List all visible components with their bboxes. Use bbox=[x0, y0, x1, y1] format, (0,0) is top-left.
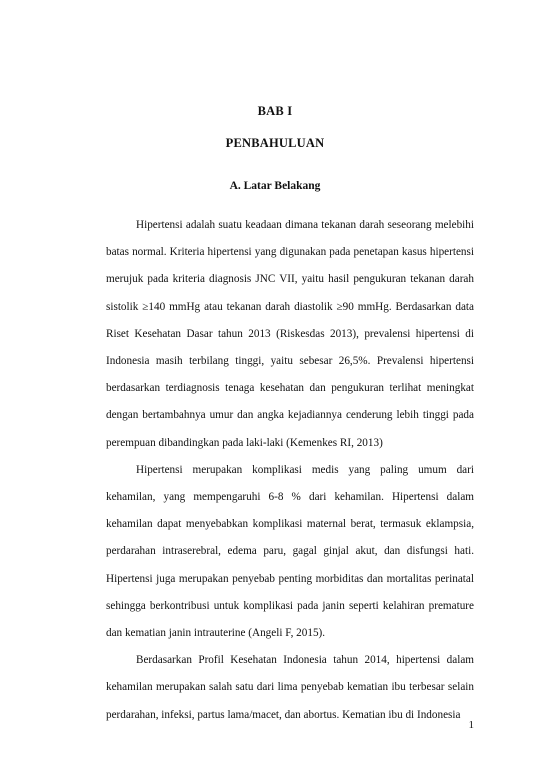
body-text bbox=[106, 212, 474, 729]
paragraph: Hipertensi adalah suatu keadaan dimana tekanan darah seseorang melebihi batas normal. Kriteria hipertensi yang digunakan pada penetapan kasus hipertensi merujuk pada kriteria diagnosis JNC VII, yaitu hasil pengukuran tekanan darah sistolik ≥140 mmHg atau tekanan darah diastolik ≥90 mmHg. Berdasarkan data Riset Kesehatan Dasar tahun 2013 (Riskesdas 2013), prevalensi hipertensi di Indonesia masih terbilang tinggi, yaitu sebesar 26,5%. Prevalensi hipertensi berdasarkan terdiagnosis tenaga kesehatan dan pengukuran terlihat meningkat dengan bertambahnya umur dan angka kejadiannya cenderung lebih tinggi pada perempuan dibandingkan pada laki-laki (Kemenkes RI, 2013) bbox=[106, 219, 474, 449]
chapter-number: BAB I bbox=[257, 104, 293, 118]
section-heading: A. Latar Belakang bbox=[229, 180, 321, 192]
chapter-title: PENBAHULUAN bbox=[225, 136, 325, 150]
paragraph: Berdasarkan Profil Kesehatan Indonesia tahun 2014, hipertensi dalam kehamilan merupakan salah satu dari lima penyebab kematian ibu terbesar selain perdarahan, infeksi, partus lama/macet, dan abortus. Kematian ibu di Indonesia bbox=[106, 654, 474, 721]
paragraph: Hipertensi merupakan komplikasi medis yang paling umum dari kehamilan, yang mempengaruhi 6-8 % dari kehamilan. Hipertensi dalam kehamilan dapat menyebabkan komplikasi maternal berat, termasuk eklampsia, perdarahan intraserebral, edema paru, gagal ginjal akut, dan disfungsi hati. Hipertensi juga merupakan penyebab penting morbiditas dan mortalitas perinatal sehingga berkontribusi untuk komplikasi pada janin seperti kelahiran premature dan kematian janin intrauterine (Angeli F, 2015). bbox=[106, 463, 474, 640]
page-number: 1 bbox=[468, 719, 474, 731]
